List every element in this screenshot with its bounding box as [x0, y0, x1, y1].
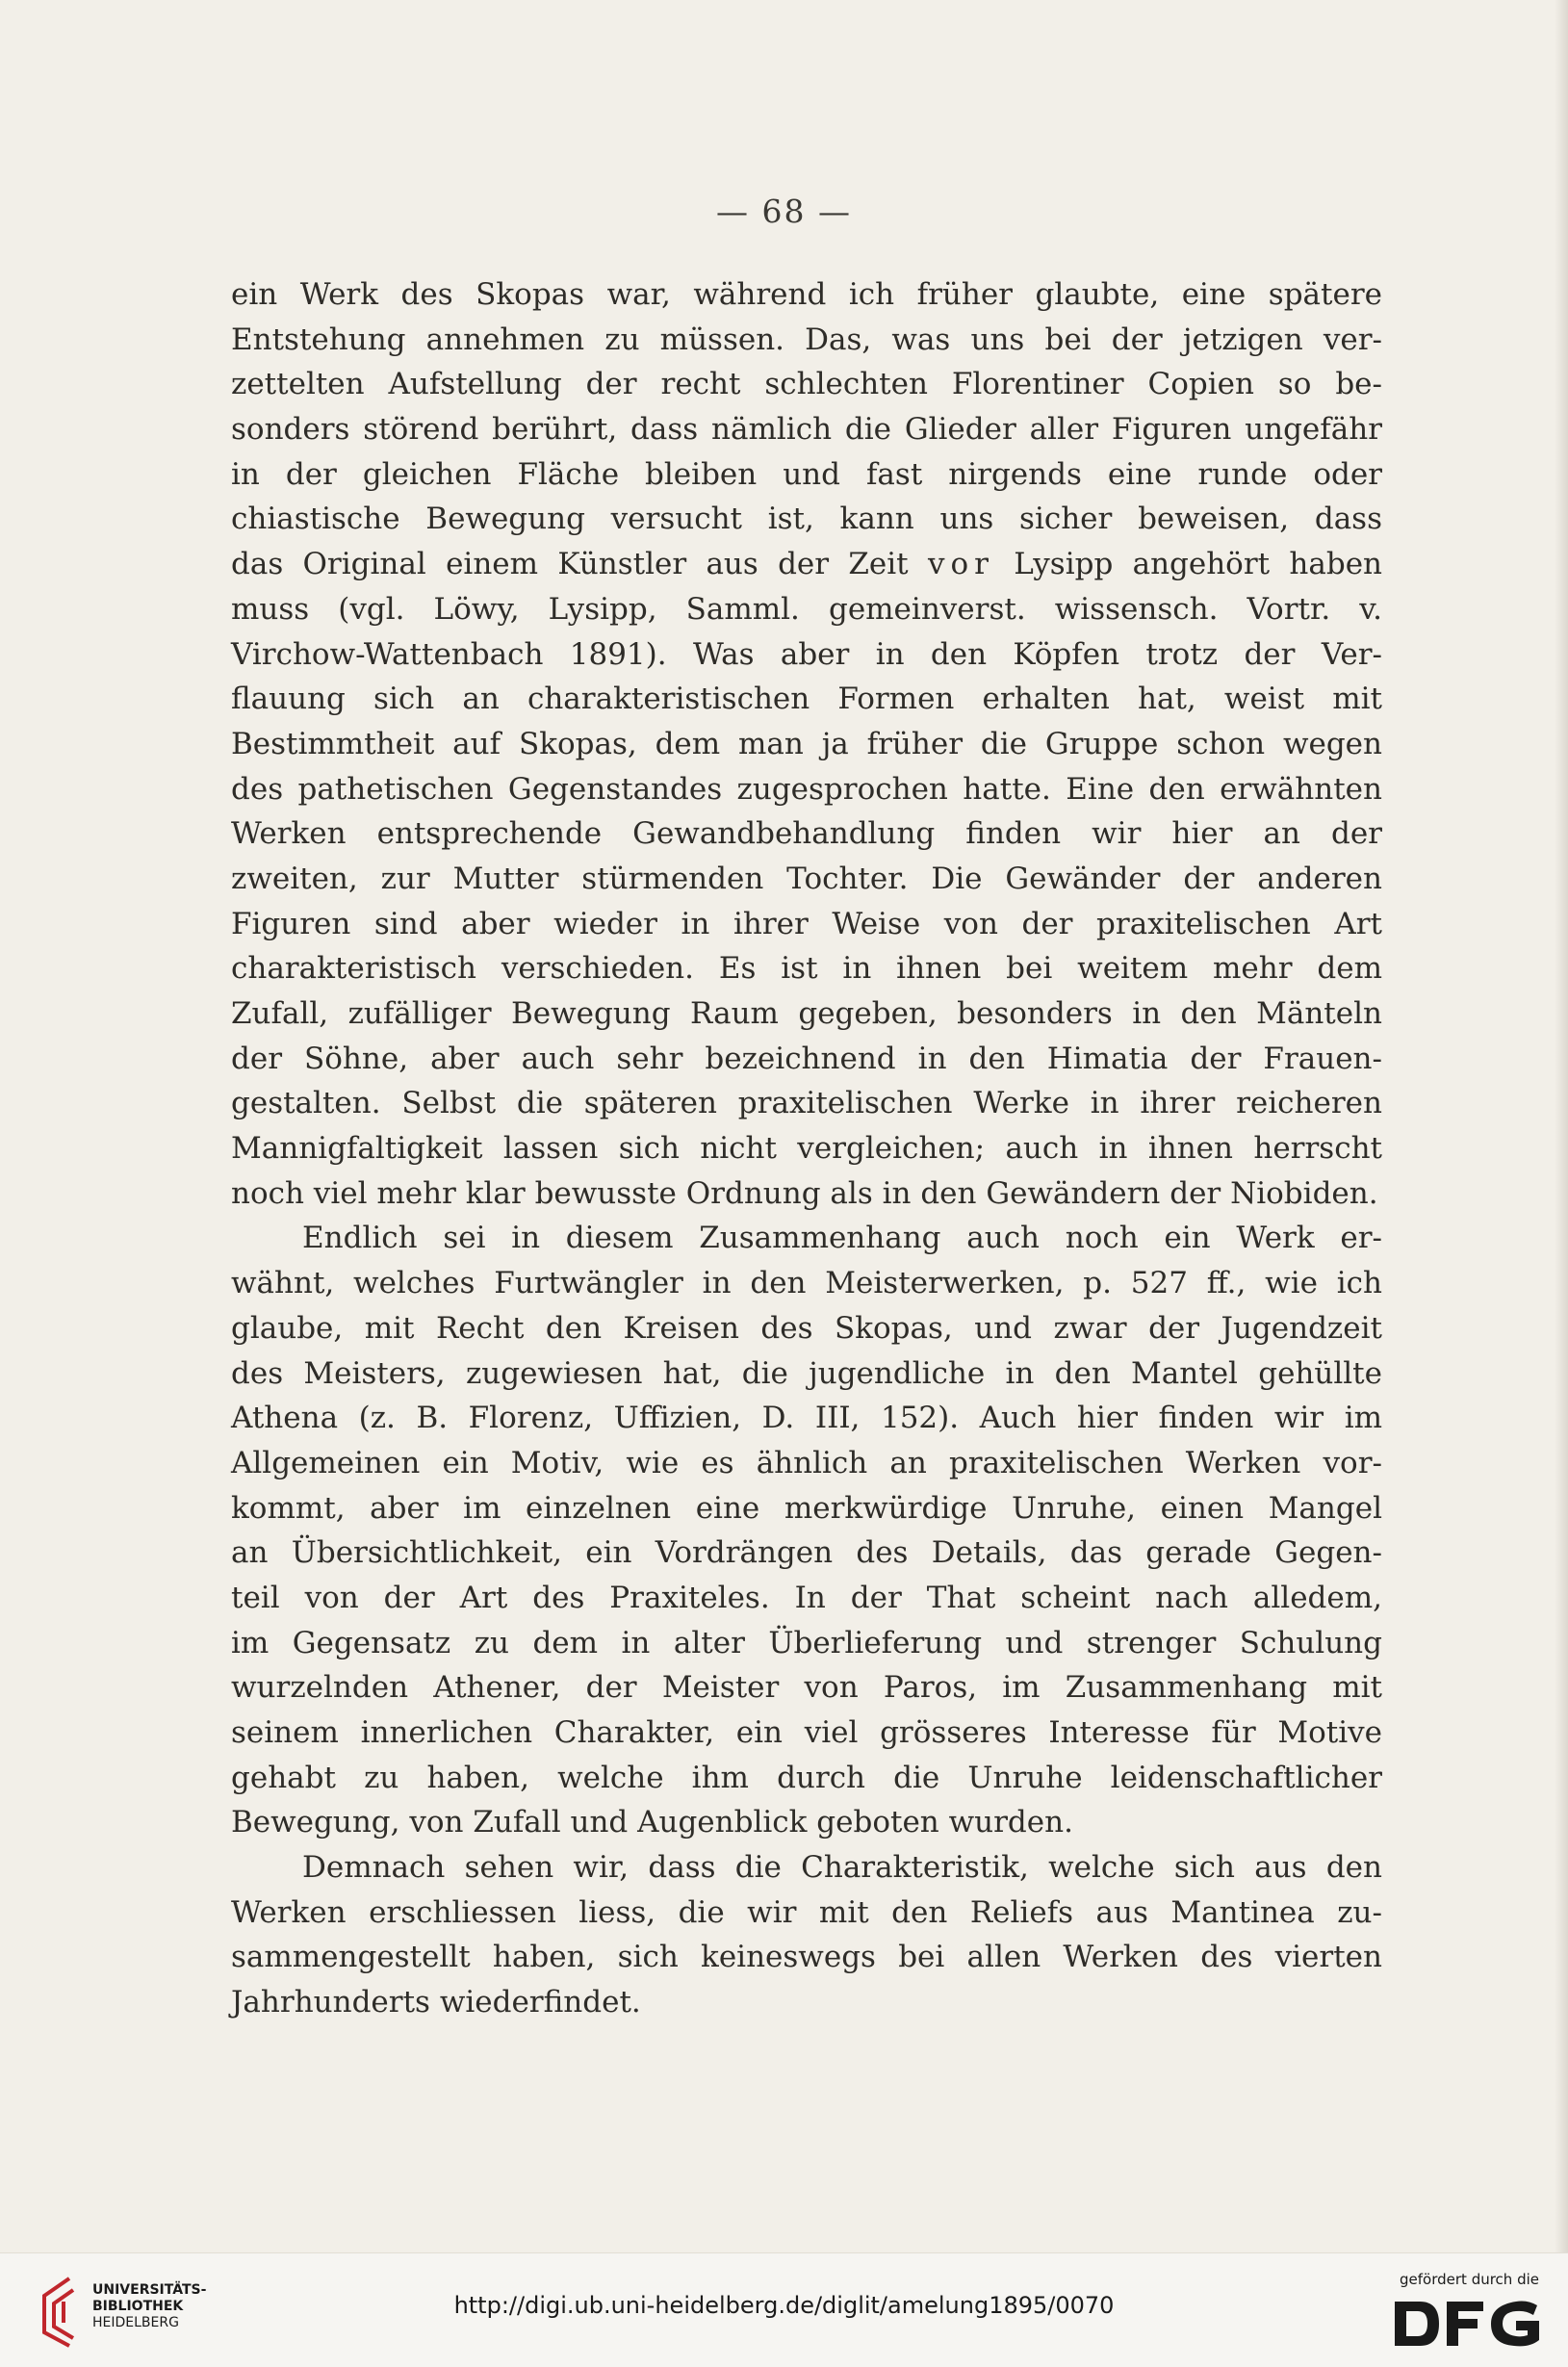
- text-line: glaube, mit Recht den Kreisen des Skopas, und zwar der Jugendzeit: [231, 1310, 1382, 1346]
- page-number: — 68 —: [716, 193, 852, 230]
- text-line: Allgemeinen ein Motiv, wie es ähnlich an praxitelischen Werken vor-: [231, 1445, 1382, 1480]
- text-line: Werken erschliessen liess, die wir mit den Reliefs aus Mantinea zu-: [231, 1894, 1382, 1930]
- library-line: UNIVERSITÄTS-: [92, 2282, 207, 2298]
- text-line: teil von der Art des Praxiteles. In der That scheint nach alledem,: [231, 1580, 1382, 1615]
- text-segment: Lysipp angehört haben: [1014, 547, 1383, 582]
- text-line: Bewegung, von Zufall und Augenblick geboten wurden.: [231, 1805, 1073, 1840]
- permalink-url[interactable]: http://digi.ub.uni-heidelberg.de/diglit/amelung1895/0070: [453, 2292, 1115, 2319]
- text-line: wurzelnden Athener, der Meister von Paros, im Zusammenhang mit: [231, 1670, 1382, 1706]
- text-line: sonders störend berührt, dass nämlich die Glieder aller Figuren ungefähr: [231, 412, 1382, 448]
- text-line: Zufall, zufälliger Bewegung Raum gegeben, besonders in den Mänteln: [231, 996, 1382, 1031]
- text-line: Jahrhunderts wiederfindet.: [231, 1985, 641, 2020]
- text-line: kommt, aber im einzelnen eine merkwürdige Unruhe, einen Mangel: [231, 1490, 1382, 1526]
- text-line: wähnt, welches Furtwängler in den Meisterwerken, p. 527 ff., wie ich: [231, 1266, 1382, 1301]
- text-line: ein Werk des Skopas war, während ich früher glaubte, eine spätere: [231, 277, 1382, 312]
- text-line: noch viel mehr klar bewusste Ordnung als in den Gewändern der Niobiden.: [231, 1175, 1378, 1211]
- library-line: BIBLIOTHEK: [92, 2299, 184, 2314]
- text-line: sammengestellt haben, sich keineswegs bei allen Werken des vierten: [231, 1940, 1382, 1975]
- text-line: Virchow-Wattenbach 1891). Was aber in den Köpfen trotz der Ver-: [231, 636, 1382, 672]
- dfg-logo-icon: [1391, 2296, 1545, 2352]
- body-text: [231, 272, 1382, 2025]
- text-line: der Söhne, aber auch sehr bezeichnend in den Himatia der Frauen-: [231, 1041, 1382, 1076]
- text-line: Mannigfaltigkeit lassen sich nicht vergleichen; auch in ihnen herrscht: [231, 1131, 1382, 1167]
- text-line: Werken entsprechende Gewandbehandlung finden wir hier an der: [231, 816, 1382, 852]
- text-line: an Übersichtlichkeit, ein Vordrängen des Details, das gerade Gegen-: [231, 1535, 1382, 1571]
- text-line: zweiten, zur Mutter stürmenden Tochter. Die Gewänder der anderen: [231, 861, 1382, 896]
- text-line: in der gleichen Fläche bleiben und fast nirgends eine runde oder: [231, 456, 1382, 492]
- funding-caption: gefördert durch die: [1400, 2271, 1539, 2288]
- text-line-composite: [231, 542, 1382, 587]
- text-line: zettelten Aufstellung der recht schlechten Florentiner Copien so be-: [231, 367, 1382, 402]
- text-line: Entstehung annehmen zu müssen. Das, was uns bei der jetzigen ver-: [231, 322, 1382, 357]
- viewer-footer: [0, 2252, 1568, 2367]
- text-line: muss (vgl. Löwy, Lysipp, Samml. gemeinverst. wissensch. Vortr. v.: [231, 591, 1382, 627]
- text-line: seinem innerlichen Charakter, ein viel grösseres Interesse für Motive: [231, 1715, 1382, 1750]
- text-segment: das Original einem Künstler aus der Zeit: [231, 547, 909, 582]
- text-line: des Meisters, zugewiesen hat, die jugendliche in den Mantel gehüllte: [231, 1355, 1382, 1391]
- text-line: Demnach sehen wir, dass die Charakteristik, welche sich aus den: [302, 1850, 1382, 1886]
- text-line: Endlich sei in diesem Zusammenhang auch noch ein Werk er-: [302, 1221, 1382, 1256]
- text-line: gehabt zu haben, welche ihm durch die Unruhe leidenschaftlicher: [231, 1760, 1382, 1795]
- text-line: Athena (z. B. Florenz, Uffizien, D. III, 152). Auch hier finden wir im: [231, 1401, 1382, 1436]
- text-line: chiastische Bewegung versucht ist, kann uns sicher beweisen, dass: [231, 502, 1382, 537]
- text-line: Bestimmtheit auf Skopas, dem man ja früher die Gruppe schon wegen: [231, 726, 1382, 761]
- text-line: im Gegensatz zu dem in alter Überlieferung und strenger Schulung: [231, 1625, 1382, 1660]
- text-line: des pathetischen Gegenstandes zugesprochen hatte. Eine den erwähnten: [231, 771, 1382, 807]
- library-line: HEIDELBERG: [92, 2315, 179, 2330]
- text-line: gestalten. Selbst die späteren praxitelischen Werke in ihrer reicheren: [231, 1086, 1382, 1121]
- text-line: Figuren sind aber wieder in ihrer Weise von der praxitelischen Art: [231, 906, 1382, 941]
- text-line: charakteristisch verschieden. Es ist in ihnen bei weitem mehr dem: [231, 951, 1382, 987]
- text-line: flauung sich an charakteristischen Formen erhalten hat, weist mit: [231, 682, 1382, 717]
- spaced-emphasis: vor: [927, 547, 994, 582]
